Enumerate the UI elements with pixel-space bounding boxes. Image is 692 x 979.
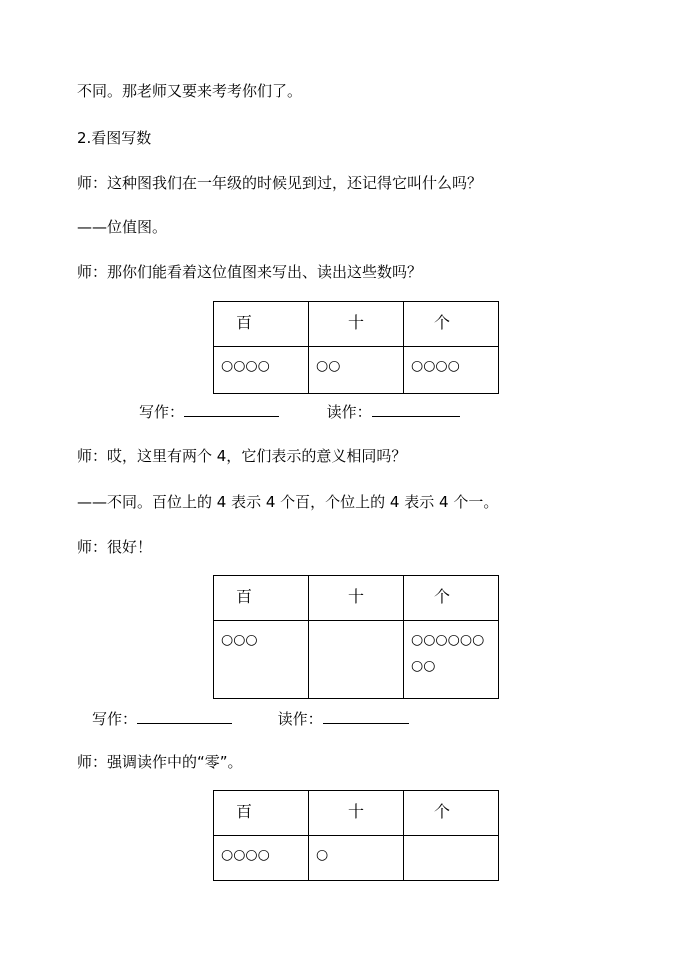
read-label: 读作： — [326, 403, 372, 421]
place-value-table-3 — [213, 790, 499, 881]
ones-counters — [404, 836, 498, 842]
place-value-table-2 — [213, 575, 499, 699]
tens-counters — [309, 621, 403, 627]
header-hundreds: 百 — [236, 587, 253, 606]
write-label: 写作： — [92, 710, 138, 728]
read-blank[interactable] — [323, 708, 409, 724]
tens-counters: ○ — [316, 847, 329, 863]
place-value-table-1 — [213, 301, 499, 394]
text-line-answer: ——位值图。 — [77, 218, 168, 236]
fill-row-1 — [139, 401, 460, 422]
text-line-teacher-question: 师：这种图我们在一年级的时候见到过，还记得它叫什么吗？ — [77, 174, 483, 192]
fill-row-2 — [92, 708, 409, 729]
text-line-praise: 师：很好！ — [77, 538, 153, 556]
ones-counters: ○○○○ — [411, 358, 460, 374]
read-blank[interactable] — [372, 401, 460, 417]
header-tens: 十 — [347, 313, 364, 332]
write-label: 写作： — [139, 403, 185, 421]
header-ones: 个 — [434, 802, 451, 821]
hundreds-counters: ○○○○ — [221, 847, 270, 863]
text-line-teacher-question-2: 师：哎，这里有两个 4，它们表示的意义相同吗？ — [77, 447, 407, 465]
header-hundreds: 百 — [236, 802, 253, 821]
write-blank[interactable] — [184, 401, 279, 417]
text-line-teacher-prompt: 师：那你们能看着这位值图来写出、读出这些数吗？ — [77, 263, 423, 281]
text-line-answer-2: ——不同。百位上的 4 表示 4 个百，个位上的 4 表示 4 个一。 — [77, 493, 499, 511]
header-ones: 个 — [434, 587, 451, 606]
header-hundreds: 百 — [236, 313, 253, 332]
ones-counters: ○○○○○○ ○○ — [411, 632, 485, 674]
text-line-teacher-emphasis: 师：强调读作中的“零”。 — [77, 753, 243, 771]
hundreds-counters: ○○○○ — [221, 358, 270, 374]
section-heading: 2.看图写数 — [77, 129, 152, 147]
hundreds-counters: ○○○ — [221, 632, 258, 648]
header-tens: 十 — [347, 587, 364, 606]
write-blank[interactable] — [137, 708, 232, 724]
header-ones: 个 — [434, 313, 451, 332]
text-line-1: 不同。那老师又要来考考你们了。 — [77, 82, 303, 100]
read-label: 读作： — [277, 710, 323, 728]
header-tens: 十 — [347, 802, 364, 821]
tens-counters: ○○ — [316, 358, 341, 374]
